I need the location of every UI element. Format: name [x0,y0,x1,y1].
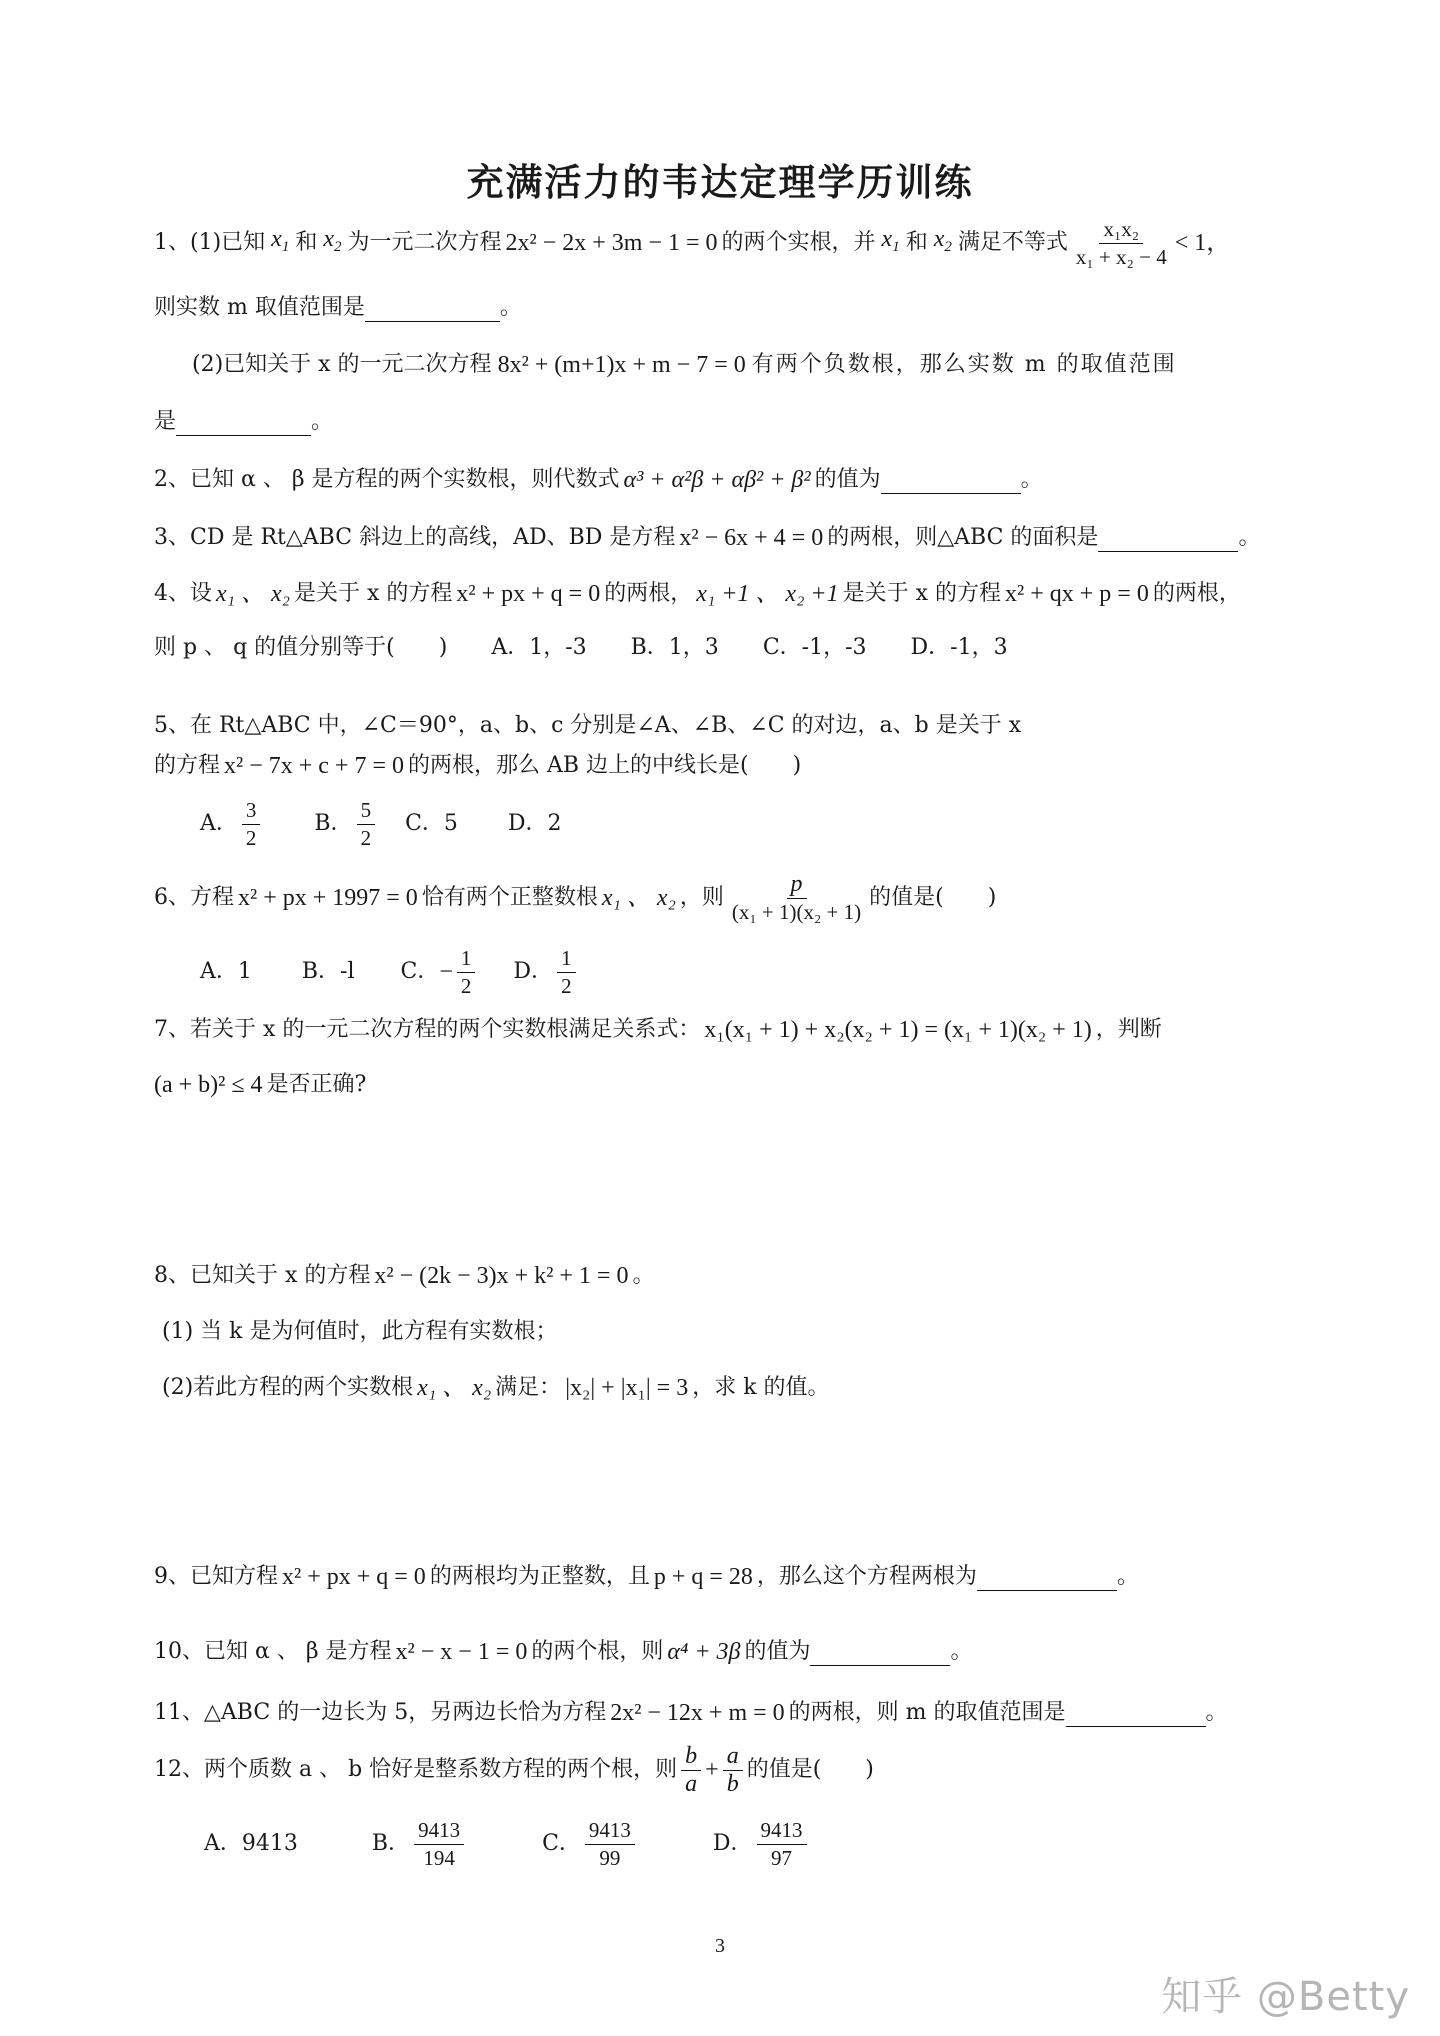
option-c[interactable]: C． $\frac{9413}{99}$ [542,1817,639,1872]
answer-blank[interactable] [881,467,1021,494]
question-1-line-2: 则实数 m 取值范围是 。 [154,295,522,320]
question-5-line-2: 的方程 x² − 7x + c + 7 = 0 的两根，那么 AB 边上的中线长是( ) [154,753,802,779]
option-d[interactable]: D．2 [507,811,562,836]
option-a[interactable]: A．1 [200,959,252,984]
question-2: 2、已知 α 、 β 是方程的两个实数根，则代数式 α³ + α²β + αβ² + β² 的值为 。 [154,467,1043,493]
page-number: 3 [715,1935,725,1957]
option-c[interactable]: C． − $\frac{1}{2}$ [401,945,480,1000]
option-a[interactable]: A．1，-3 [491,635,587,660]
answer-blank[interactable] [365,295,500,322]
option-d[interactable]: D． $\frac{1}{2}$ [513,945,579,1000]
option-c[interactable]: C．5 [405,811,458,836]
answer-blank[interactable] [977,1564,1117,1591]
option-d[interactable]: D． $\frac{9413}{97}$ [713,1817,811,1872]
option-d[interactable]: D．-1，3 [910,635,1008,660]
option-b[interactable]: B． $\frac{5}{2}$ [314,797,379,852]
watermark: 知乎 @Betty [1161,1974,1410,2020]
option-b[interactable]: B．-l [301,959,355,984]
option-c[interactable]: C．-1，-3 [762,635,867,660]
q6-fraction: $\frac{p}{\text{(x₁ + 1)(x₂ + 1)}}$ [731,870,862,924]
question-8: 8、已知关于 x 的方程 x² − (2k − 3)x + k² + 1 = 0 。 [154,1263,655,1289]
question-5-options [200,792,1350,856]
question-6-options [200,940,1350,1004]
question-12: 12、两个质数 a 、 b 恰好是整系数方程的两个根，则 $\frac{b}{a}$ + $\frac{a}{b}$ 的值是( ) [154,1742,874,1797]
option-a[interactable]: A． $\frac{3}{2}$ [200,797,264,852]
answer-blank[interactable] [176,409,311,436]
question-6: 6、方程 x² + px + 1997 = 0 恰有两个正整数根 x₁ 、 x₂ ，则 $\frac{p}{\text{(x₁ + 1)(x₂ + 1)}}$ 的值是( ) [154,870,997,924]
question-1-part-2-line-1: (2)已知关于 x 的一元二次方程 8x² + (m+1)x + m − 7 = 0 有两个负数根，那么实数 m 的取值范围 [192,352,1177,378]
option-b[interactable]: B．1，3 [630,635,719,660]
question-10: 10、已知 α 、 β 是方程 x² − x − 1 = 0 的两个根，则 α⁴ + 3β 的值为 。 [154,1639,973,1665]
question-7-line-1: 7、若关于 x 的一元二次方程的两个实数根满足关系式： x₁(x₁ + 1) + x₂(x₂ + 1) = (x₁ + 1)(x₂ + 1) ，判断 [154,1017,1162,1043]
q1-equation: 2x² − 2x + 3m − 1 = 0 [505,230,718,256]
question-11: 11、△ABC 的一边长为 5，另两边长恰为方程 2x² − 12x + m = 0 的两根，则 m 的取值范围是 。 [154,1700,1228,1726]
q1-fraction: $\frac{\text{x₁x₂}}{\text{x₁ + x₂ − 4}}$ [1075,216,1167,269]
option-b[interactable]: B． $\frac{9413}{194}$ [372,1817,468,1872]
answer-blank[interactable] [810,1639,950,1666]
question-8-part-1: (1) 当 k 是为何值时，此方程有实数根； [162,1319,558,1344]
question-7-line-2: (a + b)² ≤ 4 是否正确? [154,1072,367,1098]
page-title: 充满活力的韦达定理学历训练 [466,160,974,204]
question-4-line-2: 则 p 、 q 的值分别等于( ) A．1，-3 B．1，3 C．-1，-3 D．-1，3 [154,618,1304,678]
answer-blank[interactable] [1098,525,1238,552]
question-1-line-1: 1、(1)已知 $x_1$ 和 $x_2$ 为一元二次方程 2x² − 2x + 3m − 1 = 0 的两个实根，并 $x_1$ 和 $x_2$ 满足不等式 $\frac{\text{x₁x₂}}{\text{x₁ + x₂ − 4}}$ < 1， [154,216,1231,269]
question-8-part-2: (2)若此方程的两个实数根 x₁ 、 x₂ 满足： |x₂| + |x₁| = 3 ，求 k 的值。 [162,1375,830,1401]
answer-blank[interactable] [1066,1700,1206,1727]
question-1-part-2-line-2: 是 。 [154,409,334,434]
option-a[interactable]: A．9413 [204,1831,298,1856]
question-5-line-1: 5、在 Rt△ABC 中，∠C＝90°，a、b、c 分别是∠A、∠B、∠C 的对边，a、b 是关于 x [154,713,1022,738]
question-12-options [204,1812,1354,1876]
question-9: 9、已知方程 x² + px + q = 0 的两根均为正整数，且 p + q = 28 ，那么这个方程两根为 。 [154,1564,1139,1590]
question-4-line-1: 4、设 x₁ 、 x₂ 是关于 x 的方程 x² + px + q = 0 的两根， x₁ +1 、 x₂ +1 是关于 x 的方程 x² + qx + p = 0 的两根， [154,581,1241,607]
question-3: 3、CD 是 Rt△ABC 斜边上的高线，AD、BD 是方程 x² − 6x + 4 = 0 的两根，则△ABC 的面积是 。 [154,525,1261,551]
